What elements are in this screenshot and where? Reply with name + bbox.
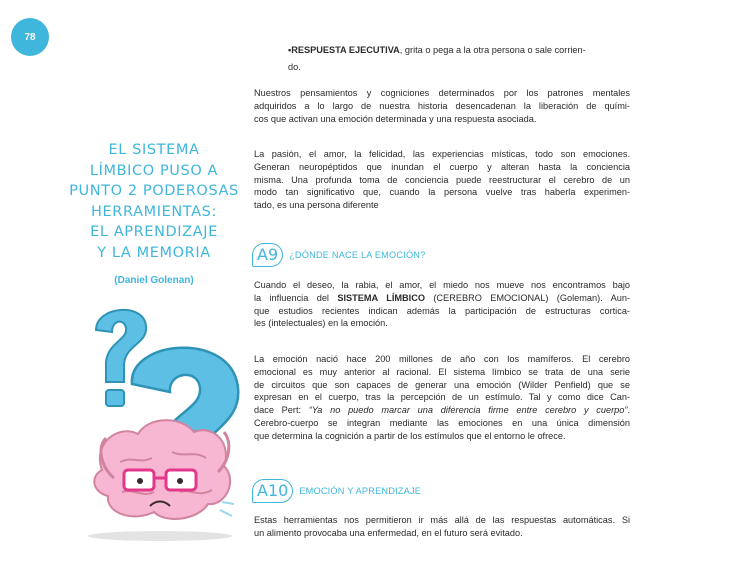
paragraph-line: Cerebro-cuerpo se integran mediante las emociones en una única dimensión bbox=[254, 417, 630, 428]
paragraph-line: expresan en el cuerpo, tras la percepción de un estímulo. Tal y como dice Can- bbox=[254, 392, 630, 403]
quote-line: EL APRENDIZAJE bbox=[90, 224, 218, 240]
paragraph-line: modo tan significativo que, cuando la persona vuelve tras haberla experimen- bbox=[254, 187, 630, 198]
paragraph-line: les (intelectuales) en la emoción. bbox=[254, 318, 388, 329]
paragraph-line: Generan neuropéptidos que inundan el cuerpo y alteran hasta la conciencia bbox=[254, 161, 630, 172]
quote-line: HERRAMIENTAS: bbox=[91, 203, 217, 220]
paragraph bbox=[254, 148, 630, 212]
bullet-line: do. bbox=[288, 61, 301, 72]
section-title: EMOCIÓN Y APRENDIZAJE bbox=[299, 486, 422, 496]
bullet-line bbox=[288, 44, 624, 57]
paragraph bbox=[254, 279, 630, 330]
text-run: la influencia del bbox=[254, 292, 338, 303]
quote-line: PUNTO 2 PODEROSAS bbox=[69, 183, 239, 199]
bullet-text: , grita o pega a la otra persona o sale corrien- bbox=[399, 45, 586, 55]
pull-quote bbox=[58, 140, 250, 263]
text-run: dace Pert: bbox=[254, 405, 309, 416]
paragraph-line: misma. Una profunda toma de conciencia puede reestructurar el cerebro de un bbox=[254, 174, 630, 185]
quote-line: LÍMBICO PUSO A bbox=[89, 162, 219, 179]
paragraph bbox=[254, 353, 630, 443]
section-tag: A9 bbox=[252, 243, 283, 267]
paragraph-line: tado, es una persona diferente bbox=[254, 200, 379, 211]
page-number-badge: 78 bbox=[11, 18, 49, 56]
bullet-respuesta-ejecutiva bbox=[288, 44, 624, 74]
paragraph bbox=[254, 87, 630, 125]
paragraph-line bbox=[254, 292, 630, 305]
paragraph-line: Cuando el deseo, la rabia, el amor, el miedo nos mueve nos encontramos bajo bbox=[254, 280, 630, 290]
quote-author: (Daniel Golenan) bbox=[114, 275, 194, 286]
paragraph bbox=[254, 514, 630, 540]
paragraph-line: Nuestros pensamientos y cogniciones determinados por los patrones mentales bbox=[254, 88, 630, 98]
paragraph-line bbox=[254, 404, 630, 417]
section-title: ¿DÓNDE NACE LA EMOCIÓN? bbox=[289, 250, 426, 260]
brain-question-illustration bbox=[62, 292, 252, 542]
italic-quote: “Ya no puedo marcar una diferencia firme entre cerebro y cuerpo” bbox=[308, 405, 628, 416]
paragraph-line: un alimento provocaba una enfermedad, en el futuro será evitado. bbox=[254, 527, 523, 538]
text-run: . bbox=[627, 405, 630, 416]
paragraph-line: adquiridos a lo largo de nuestra historia desencadenan la liberación de quími- bbox=[254, 100, 630, 111]
text-run: (CEREBRO EMOCIONAL) (Goleman). Aun- bbox=[425, 292, 631, 303]
small-question-mark-icon bbox=[96, 310, 146, 406]
paragraph-line: Estas herramientas nos permitieron ir más allá de las respuestas automáticas. Si bbox=[254, 515, 630, 525]
paragraph-line: de circuitos que son capaces de generar una emoción (Wilder Penfield) que se bbox=[254, 379, 630, 390]
shadow bbox=[88, 531, 232, 541]
paragraph-line: que estudios recientes indican además la participación de estructuras cortica- bbox=[254, 305, 630, 316]
section-heading-a10 bbox=[252, 479, 421, 503]
paragraph-line: emocional es muy anterior al racional. El sistema límbico se trata de una serie bbox=[254, 366, 630, 377]
section-heading-a9 bbox=[252, 243, 425, 267]
section-tag: A10 bbox=[252, 479, 293, 503]
bold-term: SISTEMA LÍMBICO bbox=[337, 292, 425, 303]
brain-character-icon bbox=[94, 420, 234, 519]
paragraph-line: cos que activan una emoción determinada y una respuesta asociada. bbox=[254, 113, 537, 124]
bullet-label: •RESPUESTA EJECUTIVA bbox=[288, 45, 400, 55]
paragraph-line: La pasión, el amor, la felicidad, las experiencias místicas, todo son emociones. bbox=[254, 149, 630, 159]
quote-line: EL SISTEMA bbox=[108, 142, 200, 158]
paragraph-line: que determina la cognición a partir de los estímulos que el entorno le ofrece. bbox=[254, 430, 566, 441]
quote-line: Y LA MEMORIA bbox=[97, 244, 211, 261]
paragraph-line: La emoción nació hace 200 millones de año con los mamíferos. El cerebro bbox=[254, 354, 630, 364]
